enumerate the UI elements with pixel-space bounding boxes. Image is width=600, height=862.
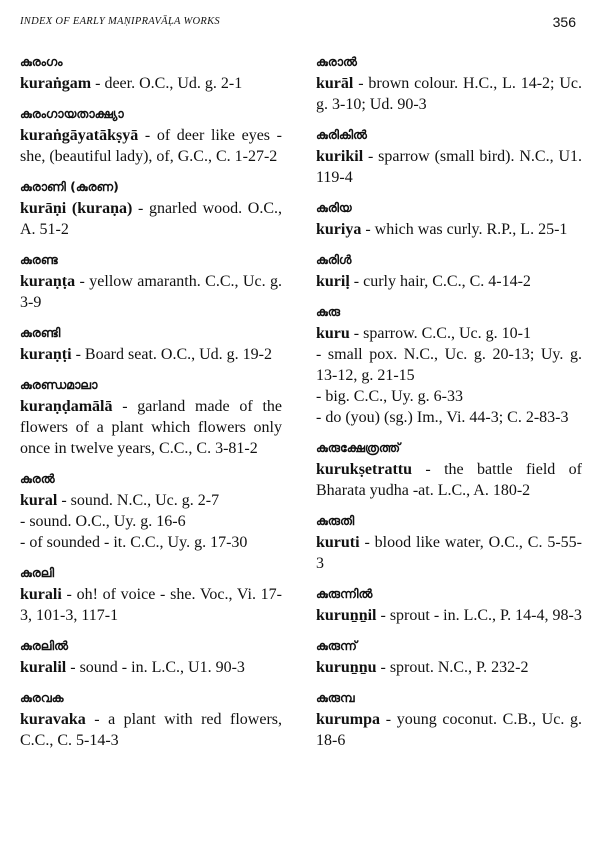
malayalam-headword: കുരു xyxy=(316,304,341,319)
definition-line xyxy=(20,584,282,626)
entry-definition xyxy=(316,657,582,678)
malayalam-headword: കുരുക്ഷേത്രത്ത് xyxy=(316,440,401,455)
dictionary-entry xyxy=(20,104,282,167)
malayalam-headword: കുരികിൽ xyxy=(316,127,367,142)
transliterated-headword: kuravaka xyxy=(20,711,86,728)
definition-text: - sound - in. L.C., U1. 90-3 xyxy=(66,659,245,676)
entry-definition xyxy=(316,146,582,188)
malayalam-headword: കുരൽ xyxy=(20,471,55,486)
definition-text: - sprout - in. L.C., P. 14-4, 98-3 xyxy=(376,607,582,624)
dictionary-entry xyxy=(316,511,582,574)
definition-line xyxy=(316,657,582,678)
dictionary-entry xyxy=(20,688,282,751)
transliterated-headword: kurikil xyxy=(316,148,364,165)
malayalam-headword: കുരലിൽ xyxy=(20,638,69,653)
entry-definition xyxy=(20,657,282,678)
entry-definition xyxy=(20,709,282,751)
transliterated-headword: kuraṅgam xyxy=(20,75,92,92)
definition-line xyxy=(20,709,282,751)
transliterated-headword: kurali xyxy=(20,586,62,603)
transliterated-headword: kurukṣetrattu xyxy=(316,461,413,478)
transliterated-headword: kurāl xyxy=(316,75,354,92)
transliterated-headword: kurāṇi (kuraṇa) xyxy=(20,200,133,217)
malayalam-headword: കുരിയ xyxy=(316,200,352,215)
entry-definition xyxy=(20,584,282,626)
definition-line xyxy=(316,271,582,292)
malayalam-headword: കുരിൾ xyxy=(316,252,352,267)
page-header xyxy=(20,14,580,34)
definition-line xyxy=(316,709,582,751)
transliterated-headword: kuraṇṭi xyxy=(20,346,72,363)
malayalam-headword: കുരുമ്പ xyxy=(316,690,355,705)
malayalam-headword: കുരവക xyxy=(20,690,64,705)
definition-line xyxy=(316,146,582,188)
dictionary-entry xyxy=(316,636,582,678)
definition-text: - curly hair, C.C., C. 4-14-2 xyxy=(349,273,531,290)
definition-line xyxy=(20,271,282,313)
definition-text: - which was curly. R.P., L. 25-1 xyxy=(361,221,568,238)
definition-line xyxy=(20,490,282,511)
entry-definition xyxy=(20,344,282,365)
definition-line xyxy=(20,73,282,94)
definition-text: - oh! of voice - she. Voc., Vi. 17-3, 101-3, 117-1 xyxy=(20,586,282,624)
definition-line xyxy=(20,125,282,167)
definition-line xyxy=(316,323,582,344)
entry-definition xyxy=(20,125,282,167)
running-head: INDEX OF EARLY MAṆIPRAVĀḶA WORKS xyxy=(20,16,220,27)
dictionary-entry xyxy=(316,584,582,626)
dictionary-entry xyxy=(20,636,282,678)
definition-text: - yellow amaranth. C.C., Uc. g. 3-9 xyxy=(20,273,282,311)
definition-line xyxy=(20,344,282,365)
definition-text: - sound. O.C., Uy. g. 16-6 xyxy=(20,513,186,530)
dictionary-entry xyxy=(316,302,582,428)
transliterated-headword: kural xyxy=(20,492,58,509)
malayalam-headword: കുരുന്ന് xyxy=(316,638,357,653)
definition-text: - of deer like eyes - she, (beautiful lady), of, G.C., C. 1-27-2 xyxy=(20,127,282,165)
definition-text: - sound. N.C., Uc. g. 2-7 xyxy=(57,492,220,509)
entry-definition xyxy=(316,709,582,751)
transliterated-headword: kuraṅgāyatākṣyā xyxy=(20,127,139,144)
left-column xyxy=(20,52,282,761)
entry-definition xyxy=(20,490,282,553)
transliterated-headword: kuruṉṉil xyxy=(316,607,377,624)
malayalam-headword: കുരംഗായതാക്ഷ്യാ xyxy=(20,106,124,121)
transliterated-headword: kuraṇḍamālā xyxy=(20,398,113,415)
right-column xyxy=(316,52,582,761)
definition-text: - the battle field of Bharata yudha -at. L.C., A. 180-2 xyxy=(316,461,582,499)
definition-text: - of sounded - it. C.C., Uy. g. 17-30 xyxy=(20,534,248,551)
definition-text: - young coconut. C.B., Uc. g. 18-6 xyxy=(316,711,582,749)
page-number: 356 xyxy=(552,14,576,30)
definition-line xyxy=(316,407,582,428)
malayalam-headword: കുരാണി (കുരണ) xyxy=(20,179,119,194)
definition-line xyxy=(316,73,582,115)
entry-definition xyxy=(316,532,582,574)
dictionary-entry xyxy=(316,438,582,501)
entry-definition xyxy=(316,605,582,626)
malayalam-headword: കുരണ്ട xyxy=(20,252,58,267)
definition-text: - brown colour. H.C., L. 14-2; Uc. g. 3-10; Ud. 90-3 xyxy=(316,75,582,113)
definition-line xyxy=(20,198,282,240)
dictionary-entry xyxy=(20,250,282,313)
dictionary-entry xyxy=(316,198,582,240)
dictionary-entry xyxy=(20,52,282,94)
definition-text: - blood like water, O.C., C. 5-55-3 xyxy=(316,534,582,572)
definition-text: - sparrow. C.C., Uc. g. 10-1 xyxy=(349,325,531,342)
definition-line xyxy=(20,532,282,553)
definition-text: - sparrow (small bird). N.C., U1. 119-4 xyxy=(316,148,582,186)
entry-definition xyxy=(316,323,582,428)
definition-line xyxy=(316,386,582,407)
malayalam-headword: കുരണ്ടി xyxy=(20,325,61,340)
dictionary-entry xyxy=(316,52,582,115)
entry-definition xyxy=(20,271,282,313)
entry-definition xyxy=(20,73,282,94)
transliterated-headword: kuriya xyxy=(316,221,362,238)
dictionary-entry xyxy=(316,250,582,292)
transliterated-headword: kurumpa xyxy=(316,711,381,728)
transliterated-headword: kuruṉṉu xyxy=(316,659,377,676)
transliterated-headword: kuruti xyxy=(316,534,360,551)
malayalam-headword: കുരുതി xyxy=(316,513,355,528)
transliterated-headword: kuriḷ xyxy=(316,273,350,290)
transliterated-headword: kuralil xyxy=(20,659,67,676)
malayalam-headword: കുരംഗം xyxy=(20,54,63,69)
dictionary-entry xyxy=(20,323,282,365)
definition-text: - a plant with red flowers, C.C., C. 5-14-3 xyxy=(20,711,282,749)
entry-definition xyxy=(316,73,582,115)
definition-text: - sprout. N.C., P. 232-2 xyxy=(376,659,529,676)
definition-line xyxy=(20,511,282,532)
definition-text: - big. C.C., Uy. g. 6-33 xyxy=(316,388,463,405)
malayalam-headword: കുരുന്നിൽ xyxy=(316,586,373,601)
transliterated-headword: kuru xyxy=(316,325,350,342)
definition-text: - Board seat. O.C., Ud. g. 19-2 xyxy=(71,346,272,363)
definition-line xyxy=(316,459,582,501)
dictionary-entry xyxy=(20,563,282,626)
entry-definition xyxy=(316,219,582,240)
definition-line xyxy=(20,657,282,678)
definition-text: - gnarled wood. O.C., A. 51-2 xyxy=(20,200,282,238)
definition-line xyxy=(316,344,582,386)
malayalam-headword: കുരണ്ഡമാലാ xyxy=(20,377,98,392)
dictionary-entry xyxy=(316,125,582,188)
entry-definition xyxy=(20,396,282,459)
definition-text: - deer. O.C., Ud. g. 2-1 xyxy=(91,75,243,92)
dictionary-entry xyxy=(20,177,282,240)
definition-line xyxy=(316,219,582,240)
definition-line xyxy=(20,396,282,459)
entry-definition xyxy=(316,271,582,292)
definition-line xyxy=(316,532,582,574)
definition-text: - do (you) (sg.) Im., Vi. 44-3; C. 2-83-3 xyxy=(316,409,569,426)
dictionary-entry xyxy=(20,469,282,553)
dictionary-entry xyxy=(20,375,282,459)
entry-definition xyxy=(316,459,582,501)
malayalam-headword: കുരാൽ xyxy=(316,54,357,69)
transliterated-headword: kuraṇṭa xyxy=(20,273,76,290)
entry-definition xyxy=(20,198,282,240)
definition-line xyxy=(316,605,582,626)
dictionary-entry xyxy=(316,688,582,751)
definition-text: - small pox. N.C., Uc. g. 20-13; Uy. g. 13-12, g. 21-15 xyxy=(316,346,582,384)
malayalam-headword: കുരലി xyxy=(20,565,55,580)
definition-text: - garland made of the flowers of a plant which flowers only once in twelve years, C.C., C. 3-81-2 xyxy=(20,398,282,457)
